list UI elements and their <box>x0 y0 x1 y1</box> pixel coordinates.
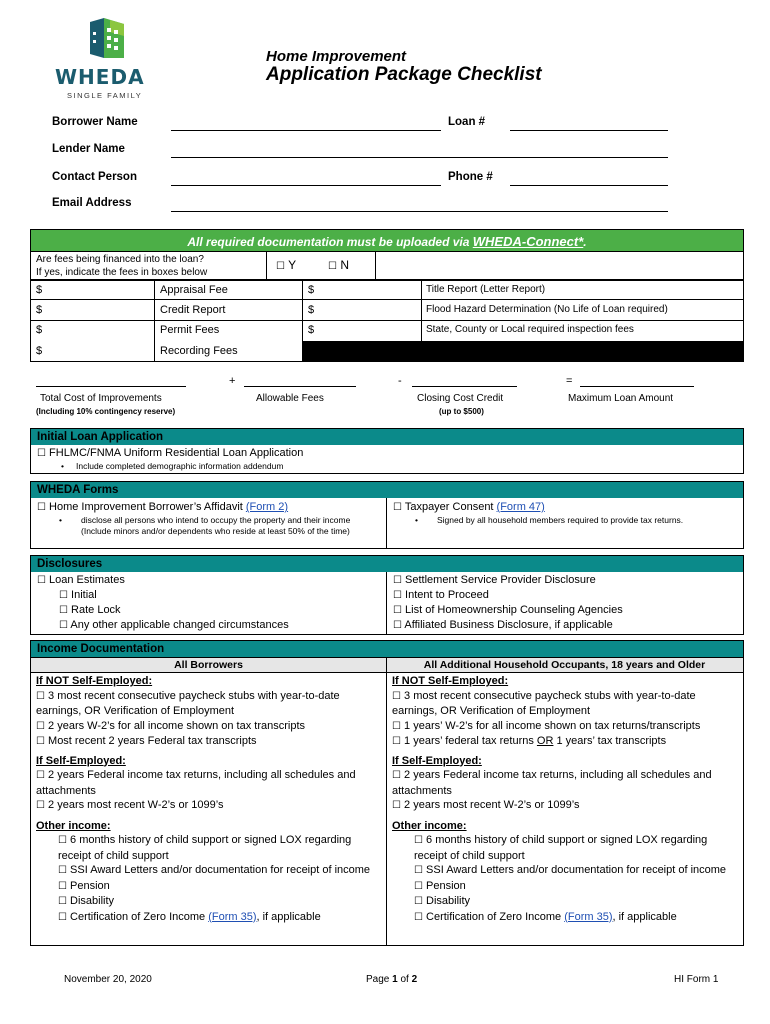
allowable-fees-label: Allowable Fees <box>256 393 324 404</box>
loan-label: Loan # <box>448 116 486 128</box>
taxpayer-bullet: • Signed by all household members required to provide tax returns. <box>415 515 684 525</box>
taxpayer-item[interactable]: ☐ Taxpayer Consent (Form 47) <box>393 501 545 513</box>
affidavit-item[interactable]: ☐ Home Improvement Borrower’s Affidavit (Form 2) <box>37 501 289 513</box>
fees-question-2: If yes, indicate the fees in boxes below <box>36 266 208 278</box>
wheda-logo <box>55 18 165 104</box>
banner-post: . <box>583 235 587 249</box>
other-heading: Other income: <box>36 819 111 832</box>
hh-self-returns-item[interactable]: ☐ 2 years Federal income tax returns, including all schedules and attachments <box>392 769 712 797</box>
affidavit-checkbox[interactable]: ☐ <box>37 502 46 513</box>
transcripts-item[interactable]: ☐ Most recent 2 years Federal tax transcripts <box>36 735 257 747</box>
loan-estimates-item[interactable]: ☐ Loan Estimates <box>37 574 125 586</box>
flood-label: Flood Hazard Determination (No Life of Loan required) <box>426 304 668 315</box>
fees-row <box>30 280 744 300</box>
intent-item[interactable]: ☐ Intent to Proceed <box>393 589 489 601</box>
recording-amount[interactable]: $ <box>36 345 43 357</box>
ssi-item[interactable]: ☐ SSI Award Letters and/or documentation for receipt of income <box>58 864 371 876</box>
phone-label: Phone # <box>448 171 493 183</box>
form35-link[interactable]: (Form 35) <box>208 910 257 923</box>
form47-link[interactable]: (Form 47) <box>496 501 545 513</box>
taxpayer-checkbox[interactable]: ☐ <box>393 502 402 513</box>
fees-question <box>36 254 207 279</box>
allowable-fees-field[interactable] <box>244 386 356 387</box>
self-w2-item[interactable]: ☐ 2 years most recent W-2’s or 1099’s <box>36 799 224 811</box>
closing-credit-label: Closing Cost Credit <box>417 393 504 404</box>
wheda-forms-title: WHEDA Forms <box>31 482 743 498</box>
self-heading: If Self-Employed: <box>36 754 126 767</box>
income-title: Income Documentation <box>31 641 743 657</box>
fees-rows <box>30 280 744 362</box>
wheda-forms-section <box>30 481 744 549</box>
page-subtitle: Home Improvement <box>266 48 407 65</box>
income-section <box>30 640 744 946</box>
fees-row <box>30 320 744 341</box>
closing-credit-note: (up to $500) <box>439 407 484 416</box>
minus-sign: - <box>398 375 402 387</box>
borrower-label: Borrower Name <box>52 116 138 128</box>
total-cost-field[interactable] <box>36 386 186 387</box>
upload-banner <box>30 229 744 252</box>
settlement-item[interactable]: ☐ Settlement Service Provider Disclosure <box>393 574 596 586</box>
total-cost-note: (Including 10% contingency reserve) <box>36 407 176 416</box>
permit-label: Permit Fees <box>160 324 220 336</box>
urla-item[interactable] <box>37 446 303 462</box>
borrower-field[interactable] <box>171 130 441 131</box>
counseling-item[interactable]: ☐ List of Homeownership Counseling Agencies <box>393 604 623 616</box>
closing-credit-field[interactable] <box>412 386 517 387</box>
all-borrowers-header: All Borrowers <box>174 659 243 671</box>
total-cost-label: Total Cost of Improvements <box>40 393 162 404</box>
pension-item[interactable]: ☐ Pension <box>58 879 110 892</box>
disc-left-list <box>37 573 289 633</box>
email-label: Email Address <box>52 197 132 209</box>
yes-checkbox[interactable]: ☐ <box>276 261 285 272</box>
banner-pre: All required documentation must be uploaded via <box>187 235 473 249</box>
hh-w2-item[interactable]: ☐ 1 years’ W-2’s for all income shown on tax returns/transcripts <box>392 719 701 732</box>
hh-returns-item[interactable]: ☐ 1 years’ federal tax returns OR 1 years’ tax transcripts <box>392 735 667 747</box>
hh-self-w2-item[interactable]: ☐ 2 years most recent W-2’s or 1099’s <box>392 799 580 811</box>
affiliated-item[interactable]: ☐ Affiliated Business Disclosure, if applicable <box>393 619 613 631</box>
child-support-item[interactable]: ☐ 6 months history of child support or signed LOX regarding receipt of child support <box>58 834 352 862</box>
yes-option[interactable] <box>276 258 296 272</box>
appraisal-label: Appraisal Fee <box>160 284 228 296</box>
credit-label: Credit Report <box>160 304 226 316</box>
hh-form35-link[interactable]: (Form 35) <box>564 910 613 923</box>
disc-right-list <box>393 573 623 633</box>
credit-amount[interactable]: $ <box>36 304 43 316</box>
income-divider <box>386 657 387 946</box>
fees-blackout <box>302 341 744 362</box>
lender-field[interactable] <box>171 157 668 158</box>
title-amount[interactable]: $ <box>308 284 315 296</box>
page-title: Application Package Checklist <box>266 64 542 85</box>
forms-divider <box>386 498 387 549</box>
max-loan-field[interactable] <box>580 386 694 387</box>
footer-form: HI Form 1 <box>674 974 719 985</box>
no-option[interactable] <box>328 258 349 272</box>
building-icon <box>88 18 128 60</box>
disclosures-title: Disclosures <box>31 556 743 572</box>
hh-pension-item[interactable]: ☐ Pension <box>414 879 466 892</box>
hh-self-heading: If Self-Employed: <box>392 754 482 767</box>
contact-field[interactable] <box>171 185 441 186</box>
inspection-amount[interactable]: $ <box>308 324 315 336</box>
initial-item[interactable]: ☐ Initial <box>59 589 97 601</box>
phone-field[interactable] <box>510 185 668 186</box>
paystubs-item[interactable]: ☐ 3 most recent consecutive paycheck stubs with year-to-date earnings, OR Verification of Employment <box>36 689 340 717</box>
hh-not-self-heading: If NOT Self-Employed: <box>392 675 509 687</box>
hh-paystubs-item[interactable]: ☐ 3 most recent consecutive paycheck stubs with year-to-date earnings, OR Verification of Employment <box>392 689 696 717</box>
hh-child-support-item[interactable]: ☐ 6 months history of child support or signed LOX regarding receipt of child support <box>414 834 708 862</box>
loan-field[interactable] <box>510 130 668 131</box>
flood-amount[interactable]: $ <box>308 304 315 316</box>
not-self-heading: If NOT Self-Employed: <box>36 675 153 687</box>
email-field[interactable] <box>171 211 668 212</box>
recording-label: Recording Fees <box>160 345 238 357</box>
no-label: N <box>340 258 349 272</box>
inspection-label: State, County or Local required inspection fees <box>426 324 634 335</box>
wheda-connect-link[interactable]: WHEDA-Connect* <box>472 234 584 249</box>
plus-sign: + <box>229 375 236 387</box>
initial-loan-title: Initial Loan Application <box>31 429 743 445</box>
household-header: All Additional Household Occupants, 18 years and Older <box>423 659 706 671</box>
logo-sub: SINGLE FAMILY <box>67 91 143 100</box>
footer-page: Page 1 of 2 <box>366 974 418 985</box>
logo-name: WHEDA <box>55 65 145 89</box>
permit-amount[interactable]: $ <box>36 324 43 336</box>
title-label: Title Report (Letter Report) <box>426 284 546 295</box>
contact-label: Contact Person <box>52 171 137 183</box>
affidavit-bullet: • disclose all persons who intend to occupy the property and their income (Include minors and/or dependents who reside at least 50% of the time) <box>59 515 351 536</box>
footer-date: November 20, 2020 <box>64 974 152 985</box>
hh-disability-item[interactable]: ☐ Disability <box>414 895 471 907</box>
changed-circumstances-item[interactable]: ☐ Any other applicable changed circumstances <box>59 619 289 631</box>
appraisal-amount[interactable]: $ <box>36 284 43 296</box>
initial-loan-section <box>30 428 744 474</box>
urla-checkbox[interactable]: ☐ <box>37 448 46 459</box>
form2-link[interactable]: (Form 2) <box>245 501 289 513</box>
w2-item[interactable]: ☐ 2 years W-2’s for all income shown on tax transcripts <box>36 719 306 732</box>
col-divider <box>154 280 155 362</box>
lender-label: Lender Name <box>52 143 125 155</box>
rate-lock-item[interactable]: ☐ Rate Lock <box>59 604 121 616</box>
disc-divider <box>386 572 387 635</box>
urla-label: FHLMC/FNMA Uniform Residential Loan Application <box>49 447 304 459</box>
max-loan-label: Maximum Loan Amount <box>568 393 674 404</box>
equals-sign: = <box>566 375 573 387</box>
no-checkbox[interactable]: ☐ <box>328 261 337 272</box>
disability-item[interactable]: ☐ Disability <box>58 895 115 907</box>
hh-ssi-item[interactable]: ☐ SSI Award Letters and/or documentation for receipt of income <box>414 864 727 876</box>
fees-question-1: Are fees being financed into the loan? <box>36 254 204 265</box>
borrowers-column <box>36 674 376 925</box>
zero-income-item[interactable]: ☐ Certification of Zero Income (Form 35), if applicable <box>58 910 321 923</box>
yes-label: Y <box>288 258 297 272</box>
hh-zero-income-item[interactable]: ☐ Certification of Zero Income (Form 35), if applicable <box>414 910 677 923</box>
disclosures-section <box>30 555 744 635</box>
self-returns-item[interactable]: ☐ 2 years Federal income tax returns, including all schedules and attachments <box>36 769 356 797</box>
hh-other-heading: Other income: <box>392 819 467 832</box>
urla-bullet: • Include completed demographic information addendum <box>61 461 284 471</box>
household-column <box>392 674 732 925</box>
